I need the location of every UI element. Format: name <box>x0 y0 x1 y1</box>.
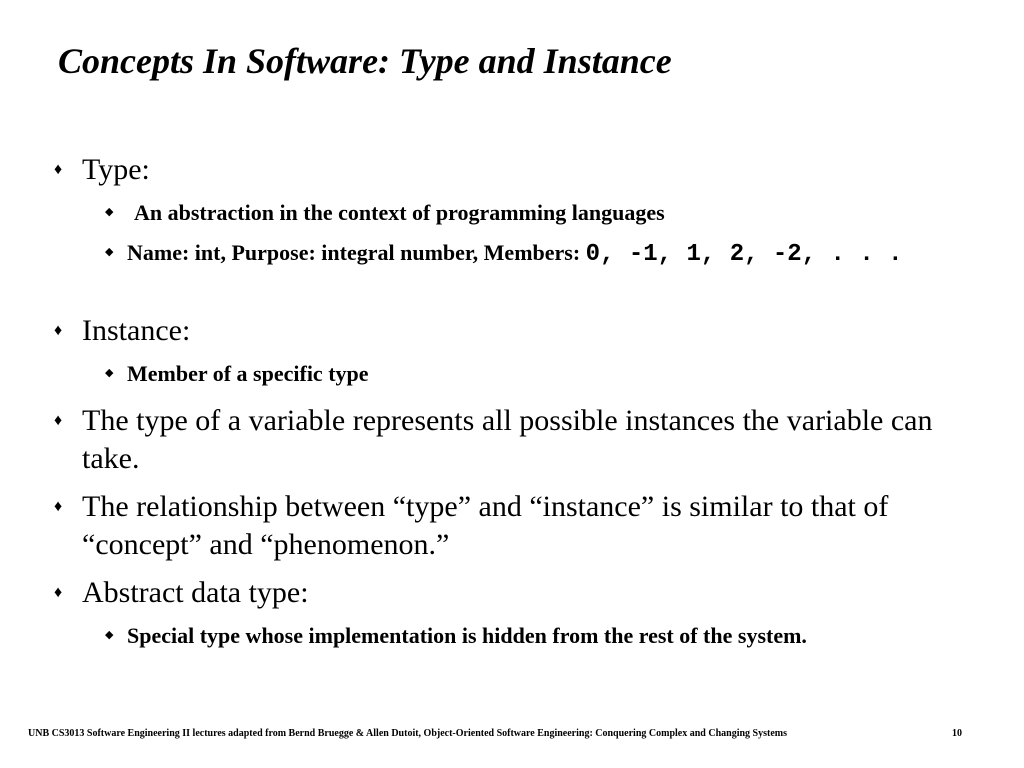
subbullet-int-example <box>105 238 947 270</box>
bullet-text: The type of a variable represents all possible instances the variable can take. <box>82 404 933 475</box>
page-number: 10 <box>952 728 962 739</box>
subbullet-text: Name: int, Purpose: integral number, Members: <box>127 240 586 265</box>
bullet-instance <box>54 312 942 350</box>
bullet-text: Type: <box>82 153 150 186</box>
subbullet-member <box>105 359 947 389</box>
diamond-subbullet-icon: ◆ <box>105 367 114 379</box>
subbullet-text: Member of a specific type <box>127 361 369 386</box>
diamond-subbullet-icon: ◆ <box>105 246 114 258</box>
diamond-subbullet-icon: ◆ <box>105 629 114 641</box>
bullet-type <box>54 151 942 189</box>
members-code: 0, -1, 1, 2, -2, . . . <box>585 241 903 268</box>
bullet-relationship <box>54 488 942 564</box>
subbullet-text: Special type whose implementation is hidden from the rest of the system. <box>127 623 807 648</box>
bullet-text: The relationship between “type” and “instance” is similar to that of “concept” and “phenomenon.” <box>82 490 889 561</box>
footer-credit: UNB CS3013 Software Engineering II lectures adapted from Bernd Bruegge & Allen Dutoit, Object-Oriented Software Engineering: Conquering Complex and Changing Systems <box>28 728 787 739</box>
diamond-bullet-icon: ♦ <box>54 161 63 178</box>
bullet-abstract-data-type <box>54 574 942 612</box>
subbullet-special-type <box>105 621 947 651</box>
diamond-bullet-icon: ♦ <box>54 412 63 429</box>
bullet-text: Abstract data type: <box>82 576 309 609</box>
diamond-bullet-icon: ♦ <box>54 322 63 339</box>
subbullet-text: An abstraction in the context of programming languages <box>134 200 665 225</box>
bullet-text: Instance: <box>82 314 191 347</box>
slide-title: Concepts In Software: Type and Instance <box>58 41 672 81</box>
diamond-bullet-icon: ♦ <box>54 498 63 515</box>
subbullet-abstraction <box>105 198 954 228</box>
diamond-subbullet-icon: ◆ <box>105 206 114 218</box>
diamond-bullet-icon: ♦ <box>54 584 63 601</box>
bullet-variable-type <box>54 402 942 478</box>
